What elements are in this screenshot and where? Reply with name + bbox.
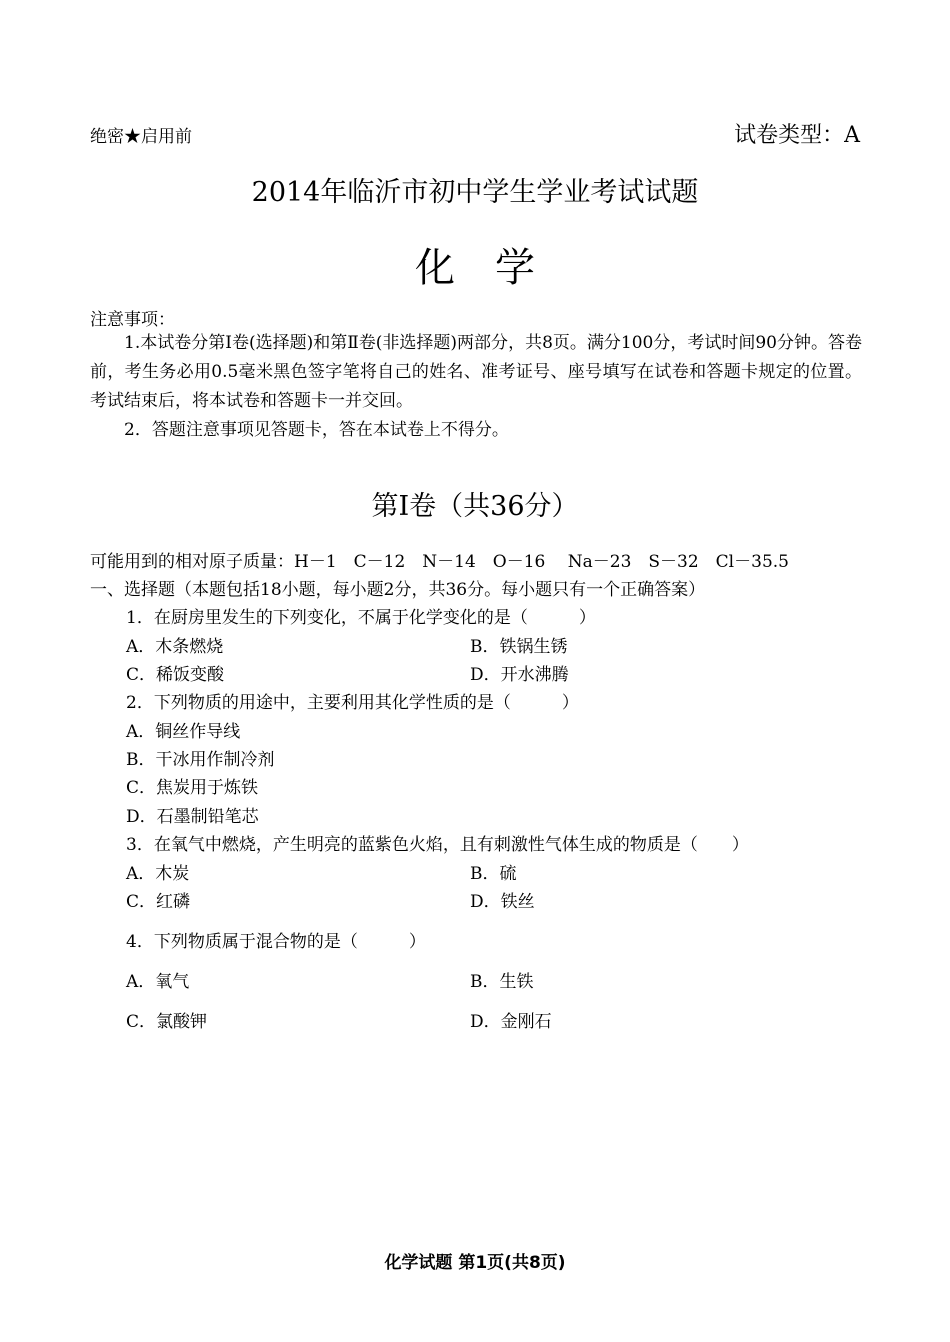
page-footer: 化学试题 第1页(共8页)	[384, 1253, 566, 1273]
question-3-option-b: B．硫	[470, 864, 517, 884]
notes-item-1-text: 1.本试卷分第Ⅰ卷(选择题)和第Ⅱ卷(非选择题)两部分，共8页。满分100分，考试时间90分钟。答卷前，考生务必用0.5毫米黑色签字笔将自己的姓名、准考证号、座号填写在试卷和答题卡规定的位置。考试结束后，将本试卷和答题卡一并交回。	[90, 333, 862, 411]
paper-type-label: 试卷类型：A	[734, 123, 860, 148]
question-4-stem: 4．下列物质属于混合物的是（ ）	[126, 932, 426, 952]
question-3-option-d: D．铁丝	[470, 892, 535, 912]
question-2-option-c: C．焦炭用于炼铁	[126, 778, 259, 798]
question-1-option-b: B．铁锅生锈	[470, 637, 568, 657]
question-2-option-b: B．干冰用作制冷剂	[126, 750, 275, 770]
part-1-title: 第Ⅰ卷（共36分）	[371, 491, 579, 522]
question-2-option-a: A．铜丝作导线	[126, 722, 241, 742]
question-4-option-b: B．生铁	[470, 972, 534, 992]
notes-item-2	[90, 416, 862, 445]
notes-heading: 注意事项：	[90, 310, 175, 330]
question-3-stem: 3．在氧气中燃烧，产生明亮的蓝紫色火焰，且有刺激性气体生成的物质是（ ）	[126, 835, 749, 855]
question-4-option-c: C．氯酸钾	[126, 1012, 208, 1032]
question-1-option-c: C．稀饭变酸	[126, 665, 225, 685]
question-1-stem: 1．在厨房里发生的下列变化，不属于化学变化的是（ ）	[126, 608, 596, 628]
notes-item-1	[90, 329, 862, 416]
question-4-option-d: D．金刚石	[470, 1012, 552, 1032]
notes-item-2-text: 2．答题注意事项见答题卡，答在本试卷上不得分。	[124, 420, 509, 440]
question-4-option-a: A．氧气	[126, 972, 190, 992]
question-1-option-d: D．开水沸腾	[470, 665, 569, 685]
question-1-option-a: A．木条燃烧	[126, 637, 224, 657]
section-heading: 一、选择题（本题包括18小题，每小题2分，共36分。每小题只有一个正确答案）	[90, 580, 706, 600]
question-2-stem: 2．下列物质的用途中，主要利用其化学性质的是（ ）	[126, 693, 579, 713]
question-2-option-d: D．石墨制铅笔芯	[126, 807, 259, 827]
confidential-label: 绝密★启用前	[90, 127, 192, 147]
question-3-option-a: A．木炭	[126, 864, 190, 884]
question-3-option-c: C．红磷	[126, 892, 191, 912]
subject-title: 化学	[415, 245, 575, 291]
exam-title: 2014年临沂市初中学生学业考试试题	[251, 177, 699, 208]
atomic-masses: 可能用到的相对原子质量：H－1 C－12 N－14 O－16 Na－23 S－32 Cl－35.5	[90, 552, 789, 572]
